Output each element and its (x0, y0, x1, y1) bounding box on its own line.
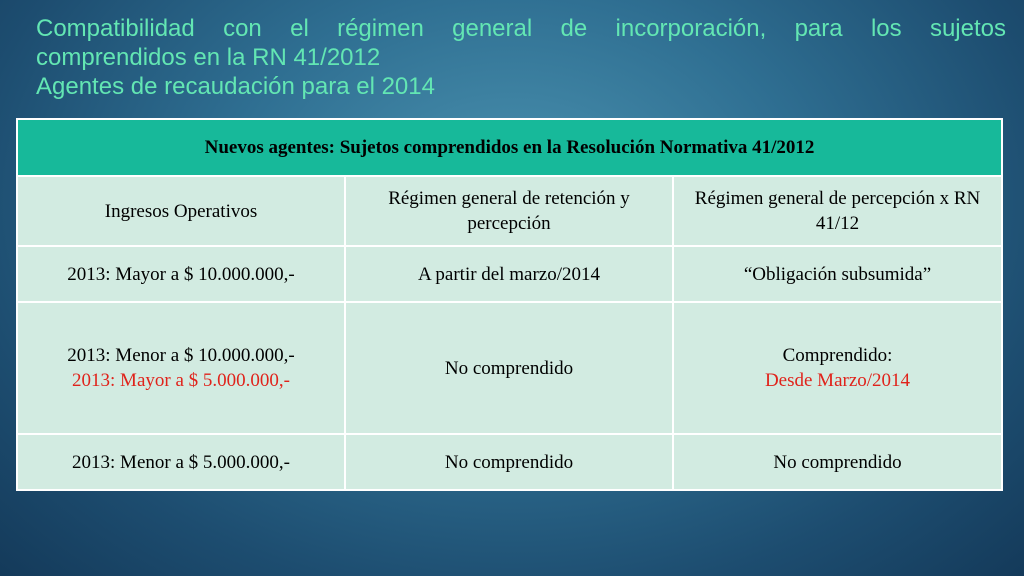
cell-percepcion: “Obligación subsumida” (673, 246, 1002, 302)
slide-title-line-2: comprendidos en la RN 41/2012 (36, 44, 381, 71)
cell-ingresos-highlight: 2013: Mayor a $ 5.000.000,- (72, 370, 290, 391)
cell-retencion: No comprendido (345, 434, 673, 490)
cell-percepcion: No comprendido (673, 434, 1002, 490)
cell-percepcion-highlight: Desde Marzo/2014 (764, 370, 911, 391)
table-row (17, 302, 1002, 434)
agents-table (16, 118, 1003, 491)
cell-ingresos: 2013: Menor a $ 5.000.000,- (17, 434, 345, 490)
cell-percepcion-text: Comprendido: (782, 345, 893, 366)
slide-title-line-1: Compatibilidad con el régimen general de incorporación, para los sujetos (36, 15, 1006, 42)
table-header: Nuevos agentes: Sujetos comprendidos en la Resolución Normativa 41/2012 (17, 119, 1002, 176)
table-row (17, 246, 1002, 302)
column-header-percepcion: Régimen general de percepción x RN 41/12 (673, 176, 1002, 246)
column-header-row (17, 176, 1002, 246)
cell-ingresos: 2013: Mayor a $ 10.000.000,- (17, 246, 345, 302)
column-header-retencion: Régimen general de retención y percepción (345, 176, 673, 246)
slide-title (36, 14, 1006, 101)
cell-percepcion (673, 302, 1002, 434)
column-header-ingresos: Ingresos Operativos (17, 176, 345, 246)
table-row (17, 434, 1002, 490)
cell-ingresos-text: 2013: Menor a $ 10.000.000,- (67, 345, 295, 366)
table-title-row (17, 119, 1002, 176)
cell-retencion: No comprendido (345, 302, 673, 434)
slide-subtitle: Agentes de recaudación para el 2014 (36, 73, 435, 100)
cell-ingresos (17, 302, 345, 434)
cell-retencion: A partir del marzo/2014 (345, 246, 673, 302)
